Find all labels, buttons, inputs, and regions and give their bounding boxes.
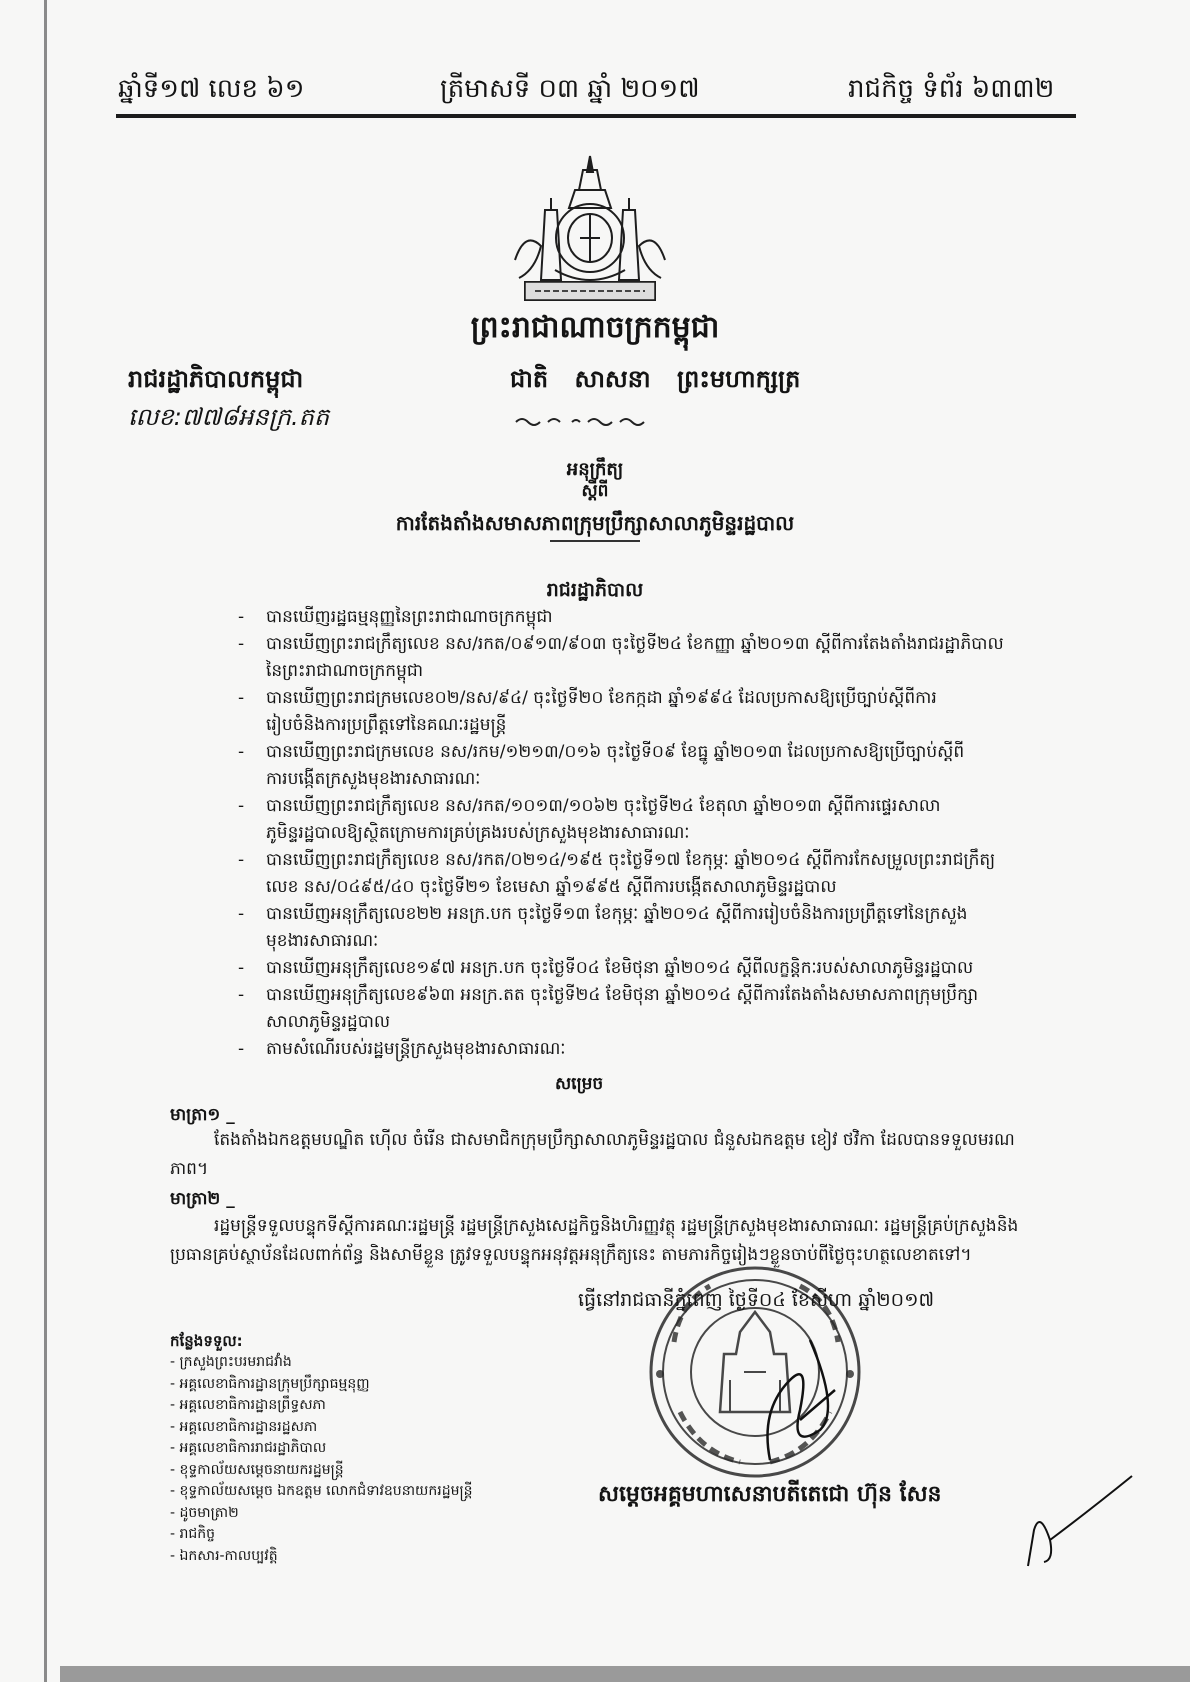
list-item: - រាជកិច្ច — [170, 1524, 473, 1546]
article-1-text: តែងតាំងឯកឧត្តមបណ្ឌិត ហ៊ើល ចំរើន ជាសមាជិកក្រុមប្រឹក្សាសាលាភូមិន្ទរដ្ឋបាល ជំនួសឯកឧត្តម ខៀវ ថវិកា ដែលបានទទួលមរណភាព។ — [170, 1130, 1015, 1179]
list-item: - អគ្គលេខាធិការដ្ឋានរដ្ឋសភា — [170, 1417, 473, 1439]
list-item: - ខុទ្ទកាល័យសម្តេច ឯកឧត្តម លោកជំទាវឧបនាយករដ្ឋមន្ត្រី — [170, 1481, 473, 1503]
list-item: - បានឃើញព្រះរាជក្រឹត្យលេខ នស/រកត/១០១៣/១០៦២ ចុះថ្ងៃទី២៤ ខែតុលា ឆ្នាំ២០១៣ ស្តីពីការផ្ទេរសាលា ភូមិន្ទរដ្ឋបាលឱ្យស្ថិតក្រោមការគ្រប់គ្រងរបស់ក្រសួងមុខងារសាធារណៈ — [238, 793, 1043, 847]
list-item: - បានឃើញព្រះរាជក្រមលេខ នស/រកម/១២១៣/០១៦ ចុះថ្ងៃទី០៩ ខែធ្នូ ឆ្នាំ២០១៣ ដែលប្រកាសឱ្យប្រើច្បាប់ស្តីពី ការបង្កើតក្រសួងមុខងារសាធារណៈ — [238, 739, 1043, 793]
signature — [740, 1320, 850, 1470]
kingdom-title: ព្រះរាជាណាចក្រកម្ពុជា — [470, 310, 720, 345]
list-item: - អគ្គលេខាធិការរាជរដ្ឋាភិបាល — [170, 1438, 473, 1460]
page-edge-left — [44, 0, 47, 1682]
article-2-title: មាត្រា២ _ — [170, 1189, 235, 1209]
motto-ornament — [514, 414, 654, 428]
article-1-title: មាត្រា១ _ — [170, 1105, 235, 1125]
list-item: - តាមសំណើរបស់រដ្ឋមន្ត្រីក្រសួងមុខងារសាធារណៈ — [238, 1036, 1043, 1063]
recipients-title: កន្លែងទទួល: — [170, 1332, 243, 1350]
place-and-date: ធ្វើនៅរាជធានីភ្នំពេញ ថ្ងៃទី០៤ ខែសីហា ឆ្នាំ២០១៧ — [578, 1289, 935, 1311]
page-edge-bottom — [60, 1666, 1190, 1682]
recipients-list — [170, 1352, 473, 1567]
list-item: - បានឃើញព្រះរាជក្រឹត្យលេខ នស/រកត/០៩១៣/៩០៣ ចុះថ្ងៃទី២៤ ខែកញ្ញា ឆ្នាំ២០១៣ ស្តីពីការតែងតាំងរាជរដ្ឋាភិបាល នៃព្រះរាជាណាចក្រកម្ពុជា — [238, 631, 1043, 685]
reference-number: លេខ:៧៧៨អនក្រ.តត — [128, 403, 330, 431]
list-item: - ខុទ្ទកាល័យសម្តេចនាយករដ្ឋមន្ត្រី — [170, 1460, 473, 1482]
document-type: អនុក្រឹត្យ — [566, 459, 624, 480]
article-2-text: រដ្ឋមន្ត្រីទទួលបន្ទុកទីស្តីការគណៈរដ្ឋមន្ត្រី រដ្ឋមន្ត្រីក្រសួងសេដ្ឋកិច្ចនិងហិរញ្ញវត្ថុ រដ្ឋមន្ត្រីក្រសួងមុខងារសាធារណៈ រដ្ឋមន្ត្រីគ្រប់ក្រសួងនិងប្រធានគ្រប់ស្ថាប័នដែលពាក់ព័ន្ធ និងសាមីខ្លួន ត្រូវទទួលបន្ទុកអនុវត្តអនុក្រឹត្យនេះ តាមភារកិច្ចរៀងៗខ្លួនចាប់ពីថ្ងៃចុះហត្ថលេខាតទៅ។ — [170, 1216, 1019, 1265]
document-subject: ការតែងតាំងសមាសភាពក្រុមប្រឹក្សាសាលាភូមិន្ទរដ្ឋបាល — [395, 511, 795, 535]
list-item: - បានឃើញអនុក្រឹត្យលេខ២២ អនក្រ.បក ចុះថ្ងៃទី១៣ ខែកុម្ភៈ ឆ្នាំ២០១៤ ស្តីពីការរៀបចំនិងការប្រព្រឹត្តទៅនៃក្រសួង មុខងារសាធារណៈ — [238, 901, 1043, 955]
signer-name: សម្តេចអគ្គមហាសេនាបតីតេជោ ហ៊ុន សែន — [598, 1482, 942, 1507]
royal-emblem — [505, 150, 675, 310]
header-issue: ឆ្នាំទី១៧ លេខ ៦១ — [118, 74, 305, 104]
government-name: រាជរដ្ឋាភិបាលកម្ពុជា — [128, 365, 304, 393]
list-item: - បានឃើញរដ្ឋធម្មនុញ្ញនៃព្រះរាជាណាចក្រកម្ពុជា — [238, 604, 1043, 631]
list-item: - បានឃើញអនុក្រឹត្យលេខ១៩៧ អនក្រ.បក ចុះថ្ងៃទី០៤ ខែមិថុនា ឆ្នាំ២០១៤ ស្តីពីលក្ខន្តិកៈរបស់សាលាភូមិន្ទរដ្ឋបាល — [238, 955, 1043, 982]
decides-heading: សម្រេច — [555, 1074, 604, 1094]
list-item: - អគ្គលេខាធិការដ្ឋានព្រឹទ្ធសភា — [170, 1395, 473, 1417]
list-item: - ក្រសួងព្រះបរមរាជវាំង — [170, 1352, 473, 1374]
list-item: - ដូចមាត្រា២ — [170, 1503, 473, 1525]
document-connector: ស្តីពី — [581, 481, 609, 501]
legal-basis-list — [238, 604, 1043, 1063]
list-item: - បានឃើញអនុក្រឹត្យលេខ៩៦៣ អនក្រ.តត ចុះថ្ងៃទី២៤ ខែមិថុនា ឆ្នាំ២០១៤ ស្តីពីការតែងតាំងសមាសភាពក្រុមប្រឹក្សា សាលាភូមិន្ទរដ្ឋបាល — [238, 982, 1043, 1036]
subject-divider — [550, 540, 640, 542]
list-item: - អគ្គលេខាធិការដ្ឋានក្រុមប្រឹក្សាធម្មនុញ្ញ — [170, 1374, 473, 1396]
header-page: រាជកិច្ច ទំព័រ ៦៣៣២ — [848, 74, 1055, 104]
list-item: - ឯកសារ-កាលប្បវត្តិ — [170, 1546, 473, 1568]
national-motto: ជាតិ សាសនា ព្រះមហាក្សត្រ — [510, 365, 801, 393]
initial-mark — [1020, 1470, 1140, 1570]
header-rule — [116, 114, 1076, 118]
header-quarter: ត្រីមាសទី ០៣ ឆ្នាំ ២០១៧ — [440, 74, 700, 104]
issuing-authority: រាជរដ្ឋាភិបាល — [546, 579, 644, 601]
list-item: - បានឃើញព្រះរាជក្រឹត្យលេខ នស/រកត/០២១៤/១៩៥ ចុះថ្ងៃទី១៧ ខែកុម្ភៈ ឆ្នាំ២០១៤ ស្តីពីការកែសម្រួលព្រះរាជក្រឹត្យ លេខ នស/០៤៩៥/៤០ ចុះថ្ងៃទី២១ ខែមេសា ឆ្នាំ១៩៩៥ ស្តីពីការបង្កើតសាលាភូមិន្ទរដ្ឋបាល — [238, 847, 1043, 901]
list-item: - បានឃើញព្រះរាជក្រមលេខ០២/នស/៩៤/ ចុះថ្ងៃទី២០ ខែកក្កដា ឆ្នាំ១៩៩៤ ដែលប្រកាសឱ្យប្រើច្បាប់ស្តីពីការ រៀបចំនិងការប្រព្រឹត្តទៅនៃគណៈរដ្ឋមន្ត្រី — [238, 685, 1043, 739]
